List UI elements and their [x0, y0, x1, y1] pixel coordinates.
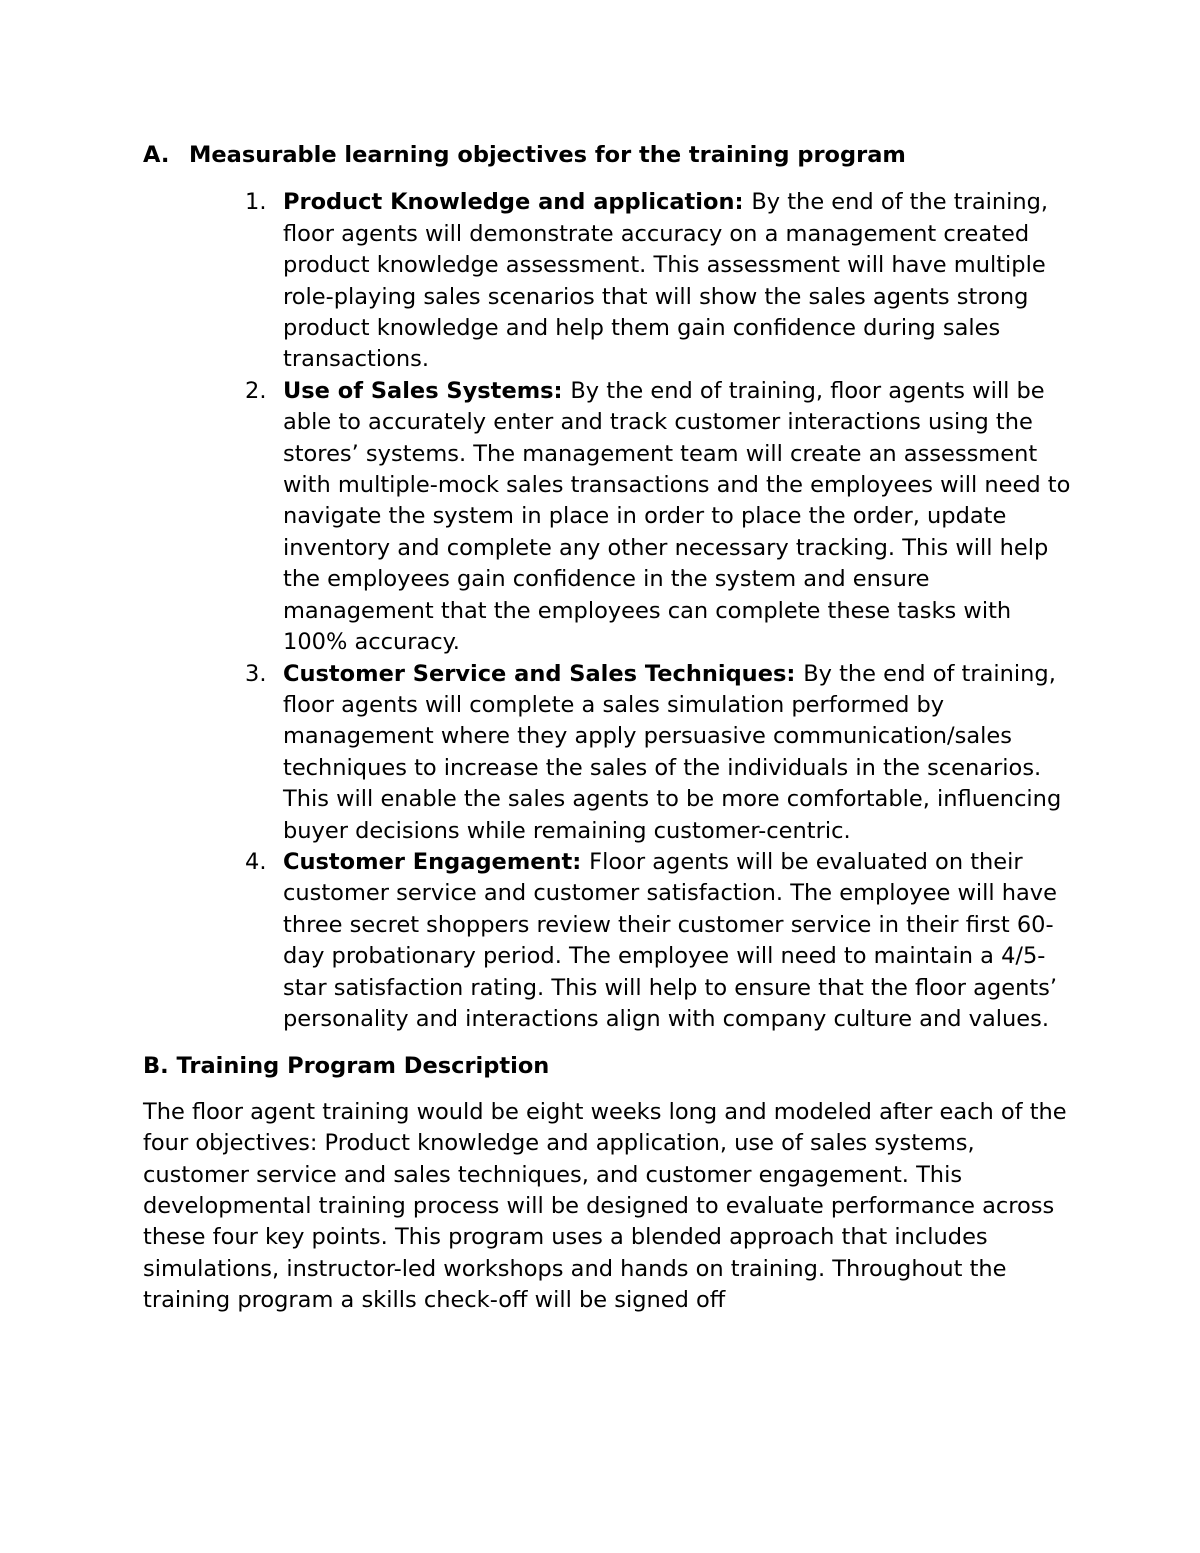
section-b-heading: B. Training Program Description: [143, 1053, 550, 1080]
objective-title: Customer Service and Sales Techniques:: [283, 660, 804, 687]
objective-item: [143, 847, 1073, 1035]
objective-title: Customer Engagement:: [283, 848, 590, 875]
objectives-list: [143, 187, 1073, 1035]
objective-number: 4.: [245, 848, 267, 875]
objective-number: 2.: [245, 377, 267, 404]
objective-number: 1.: [245, 189, 267, 216]
objective-text: By the end of the training, floor agents will demonstrate accuracy on a management created product knowledge assessment. This assessment will have multiple role-playing sales scenarios that will show the sales agents strong product knowledge and help them gain confidence during sales transactions.: [283, 189, 1049, 373]
objective-item: [143, 659, 1073, 847]
section-a-letter: A.: [143, 142, 170, 168]
section-a-title: Measurable learning objectives for the training program: [189, 142, 906, 168]
section-a-heading: [143, 140, 1073, 171]
objective-title: Product Knowledge and application:: [283, 189, 752, 216]
objective-title: Use of Sales Systems:: [283, 377, 571, 404]
objective-item: [143, 187, 1073, 375]
objective-text: By the end of training, floor agents will be able to accurately enter and track customer interactions using the stores’ systems. The management team will create an assessment with multiple-mock sales transactions and the employees will need to navigate the system in place in order to place the order, update inventory and complete any other necessary tracking. This will help the employees gain confidence in the system and ensure management that the employees can complete these tasks with 100% accuracy.: [283, 377, 1071, 656]
document-page: [143, 140, 1073, 1317]
objective-number: 3.: [245, 660, 267, 687]
section-b-body: The floor agent training would be eight weeks long and modeled after each of the four objectives: Product knowledge and application, use of sales systems, customer service and sales techniques, and customer engagement. This developmental training process will be designed to evaluate performance across these four key points. This program uses a blended approach that includes simulations, instructor-led workshops and hands on training. Throughout the training program a skills check-off will be signed off: [143, 1098, 1067, 1314]
objective-item: [143, 376, 1073, 659]
objective-text: By the end of training, floor agents will complete a sales simulation performed by management where they apply persuasive communication/sales techniques to increase the sales of the individuals in the scenarios. This will enable the sales agents to be more comfortable, influencing buyer decisions while remaining customer-centric.: [283, 660, 1062, 844]
objective-text: Floor agents will be evaluated on their customer service and customer satisfaction. The employee will have three secret shoppers review their customer service in their first 60-day probationary period. The employee will need to maintain a 4/5-star satisfaction rating. This will help to ensure that the floor agents’ personality and interactions align with company culture and values.: [283, 848, 1058, 1032]
